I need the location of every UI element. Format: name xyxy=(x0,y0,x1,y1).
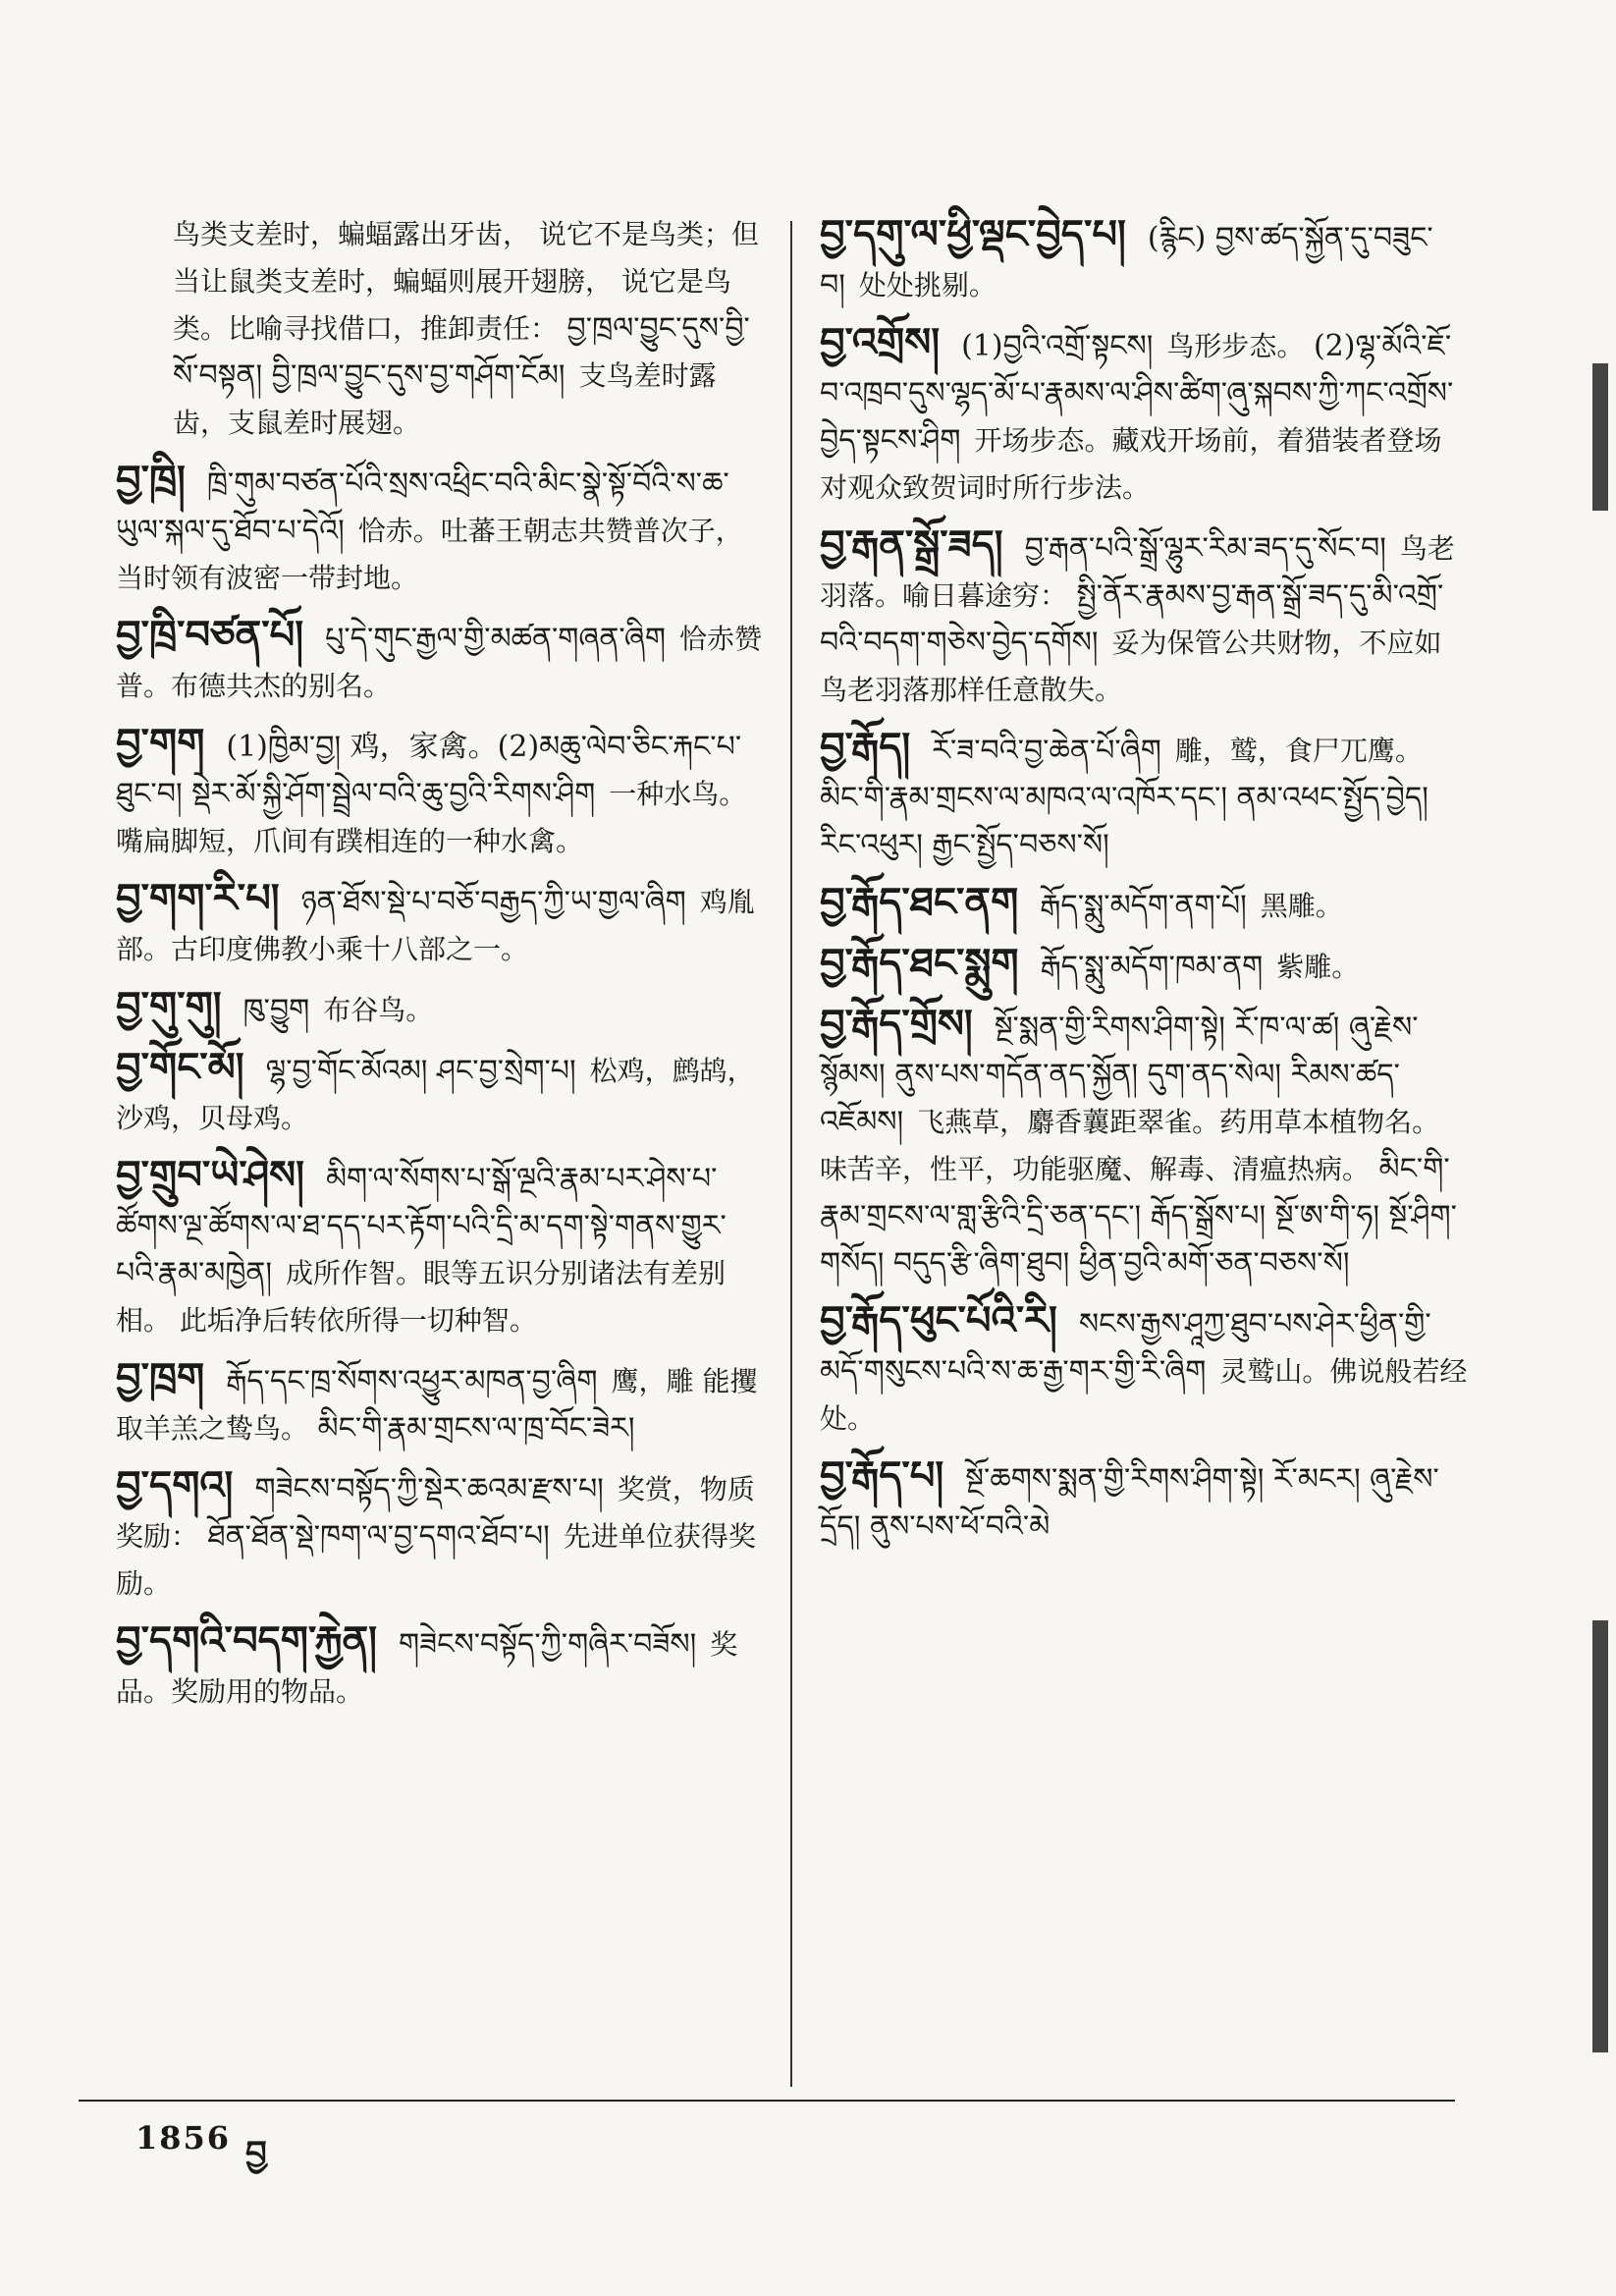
section-letter: བྱ xyxy=(245,2134,267,2173)
entry-headword: བྱ་འགྲོས། xyxy=(820,319,941,365)
chinese-example: 支鸟差时露齿，支鼠差时展翅。 xyxy=(173,359,717,439)
chinese-definition: 雕，鹫，食尸兀鹰。 xyxy=(1174,735,1423,767)
entry-headword: བྱ་དགུ་ལ་ཕྱི་ལྡང་བྱེད་པ། xyxy=(820,211,1126,257)
chinese-definition: 松鸡，鹧鸪，沙鸡，贝母鸡。 xyxy=(116,1055,755,1134)
tibetan-definition: པུ་དེ་གུང་རྒྱལ་གྱི་མཚན་གཞན་ཞིག xyxy=(325,622,666,656)
tibetan-example: མིང་གི་རྣམ་གྲངས་ལ་ཁྲ་བོང་ཟེར། xyxy=(308,1411,635,1446)
tibetan-definition: རྒོད་དང་ཁྲ་སོགས་འཕྱུར་མཁན་བྱ་ཞིག xyxy=(226,1364,598,1398)
column-divider xyxy=(790,221,792,2087)
chinese-definition: 一种水鸟。嘴扁脚短，爪间有蹼相连的一种水禽。 xyxy=(116,778,747,857)
chinese-definition: 恰赤赞普。布德共杰的别名。 xyxy=(116,623,762,702)
dictionary-entry xyxy=(820,1452,1468,1551)
entry-headword: བྱ་གག་རི་པ། xyxy=(116,875,280,921)
right-column xyxy=(820,211,1468,1560)
tibetan-definition: (1)བྱའི་འགྲོ་སྟངས། xyxy=(961,329,1154,363)
tibetan-example: མིང་གི་རྣམ་གྲངས་ལ་མཁའ་ལ་འཁོར་དང་། ནམ་འཕང་སྤྱོད་བྱེད། རིང་འཕུར། རྒྱང་སྤྱོད་བཅས་སོ། xyxy=(820,781,1428,862)
scan-edge-mark xyxy=(1592,1620,1608,2052)
tibetan-definition: མིག་ལ་སོགས་པ་སྒོ་ལྔའི་རྣམ་པར་ཤེས་པ་ཚོགས་ལྔ་ཚོགས་ལ་ཐ་དད་པར་རྟོག་པའི་དྲི་མ་དག་སྟེ་གནས་གྱུར་པའི་རྣམ་མཁྱེན། xyxy=(116,1162,727,1290)
chinese-example: 先进单位获得奖励。 xyxy=(116,1520,756,1600)
chinese-definition: 鸟老羽落。喻日暮途穷： xyxy=(820,532,1455,612)
entry-body xyxy=(820,735,1428,861)
chinese-definition: 恰赤。吐蕃王朝志共赞普次子， 当时领有波密一带封地。 xyxy=(116,515,743,594)
dictionary-entry xyxy=(116,612,764,710)
dictionary-entry xyxy=(116,875,764,973)
entry-headword: བྱ་རྒོད། xyxy=(820,724,911,770)
entry-headword: བྱ་གག xyxy=(116,720,205,766)
entry-body xyxy=(820,1011,1457,1280)
entry-body xyxy=(116,1365,757,1445)
page-number: 1856 xyxy=(135,2119,232,2157)
dictionary-entry xyxy=(116,983,764,1034)
entry-headword: བྱ་རྒོད་གྲོས། xyxy=(820,1001,973,1047)
chinese-definition: 鸟形步态。 xyxy=(1166,330,1305,362)
dictionary-entry xyxy=(116,720,764,865)
entry-body xyxy=(1041,951,1360,983)
chinese-definition: 处处挑剔。 xyxy=(858,269,997,301)
entry-body xyxy=(116,211,764,447)
tibetan-definition: གཟེངས་བསྟོད་ཀྱི་སྡེར་ཆའམ་རྫས་པ། xyxy=(254,1472,604,1506)
tibetan-example: སྤྱི་ནོར་རྣམས་བྱ་རྒན་སྒྲོ་ཟད་དུ་མི་འགྲོ་བའི་བདག་གཅེས་བྱེད་དགོས། xyxy=(820,578,1444,660)
entry-headword: བྱ་དགའ། xyxy=(116,1462,234,1508)
entry-headword: བྱ་རྒོད་ཐང་ནག xyxy=(820,879,1019,925)
entry-headword: བྱ་ཁྲག xyxy=(116,1354,205,1400)
dictionary-entry xyxy=(116,1617,764,1716)
tibetan-definition: རོ་ཟ་བའི་བྱ་ཆེན་པོ་ཞིག xyxy=(932,734,1161,768)
tibetan-definition: སྔོ་ཆགས་སྨན་གྱི་རིགས་ཤིག་སྟེ། རོ་མངར། ཞུ་རྗེས་དྲོད། ནུས་པས་ཕོ་བའི་མེ xyxy=(820,1462,1439,1544)
chinese-definition: 灵鹫山。佛说般若经处。 xyxy=(820,1355,1468,1435)
tibetan-definition: སྔོ་སྨན་གྱི་རིགས་ཤིག་སྟེ། རོ་ཁ་ལ་ཚ། ཞུ་རྗེས་སྙོམས། ནུས་པས་གདོན་ནད་སྐྱོན། དུག་ནད་སེལ། རིམས་ཚད་འཇོམས། xyxy=(820,1011,1419,1139)
dictionary-entry xyxy=(116,211,764,447)
entry-body xyxy=(116,731,746,857)
entry-body xyxy=(1040,890,1343,922)
tibetan-definition: རྒོད་སྨུ་མདོག་ཁམ་ནག xyxy=(1040,950,1264,984)
scan-edge-mark xyxy=(1592,363,1608,511)
tibetan-definition: (1)ཁྱིམ་བྱ། 鸡，家禽。(2)མཆུ་ལེབ་ཅིང་རྐང་པ་ཐུང་བ། སྡེར་མོ་སྐྱི་ཤོག་སྦྲེལ་བའི་ཆུ་བྱའི་རིགས་ཤིག xyxy=(116,730,742,811)
dictionary-entry xyxy=(116,1462,764,1608)
tibetan-definition: ཁྲི་གུམ་བཙན་པོའི་སྲས་འཕྲིང་བའི་མིང་སྣེ་སྟོ་བོའི་ས་ཆ་ཡུལ་སྐལ་དུ་ཐོབ་པ་དེའོ། xyxy=(116,466,729,548)
chinese-definition: 飞燕草，麝香蘘距翠雀。药用草本植物名。 味苦辛，性平，功能驱魔、解毒、清瘟热病。 xyxy=(820,1106,1440,1185)
dictionary-entry xyxy=(116,1044,764,1142)
entry-headword: བྱ་རྒོད་ཐང་སྨུག xyxy=(820,940,1019,986)
entry-headword: བྱ་རྒོད་ཕུང་པོའི་རི། xyxy=(820,1297,1057,1343)
chinese-definition: 鸡胤部。古印度佛教小乘十八部之一。 xyxy=(116,886,755,965)
dictionary-entry xyxy=(820,1297,1468,1443)
footer-rule xyxy=(79,2100,1455,2102)
tibetan-definition: རྒོད་སྨུ་མདོག་ནག་པོ། xyxy=(1040,889,1247,923)
dictionary-entry xyxy=(820,319,1468,512)
dictionary-entry xyxy=(820,879,1468,930)
chinese-definition: 黑雕。 xyxy=(1260,890,1343,922)
chinese-example: 开场步态。藏戏开场前，着猎装者登场对观众致贺词时所行步法。 xyxy=(820,424,1442,504)
entry-headword: བྱ་གོང་མོ། xyxy=(116,1044,244,1090)
dictionary-entry xyxy=(820,521,1468,714)
entry-body xyxy=(116,467,743,594)
tibetan-definition: ལྷ་བྱ་གོང་མོའམ། ཤང་བྱ་སྲེག་པ། xyxy=(265,1054,576,1088)
dictionary-entry xyxy=(820,940,1468,991)
dictionary-entry xyxy=(820,724,1468,869)
chinese-definition: 鹰，雕 能攫取羊羔之鸷鸟。 xyxy=(116,1365,758,1445)
chinese-definition: 紫雕。 xyxy=(1276,951,1360,983)
tibetan-definition: གཟེངས་བསྟོད་ཀྱི་གཞིར་བཟོས། xyxy=(399,1627,697,1662)
chinese-definition: 布谷鸟。 xyxy=(323,994,434,1026)
chinese-definition: 鸟类支差时，蝙蝠露出牙齿， 说它不是鸟类；但当让鼠类支差时，蝙蝠则展开翅膀， 说它是鸟类。比喻寻找借口，推卸责任： xyxy=(173,218,759,345)
entry-headword: བྱ་དགའི་བདག་རྐྱེན། xyxy=(116,1617,378,1664)
tibetan-example: ཐོན་ཐོན་སྡེ་ཁག་ལ་བྱ་དགའ་ཐོབ་པ། xyxy=(198,1519,550,1554)
entry-body xyxy=(243,994,434,1026)
entry-headword: བྱ་ཁྲི་བཙན་པོ། xyxy=(116,612,304,658)
tibetan-example: བྱ་ཁྲལ་བྱུང་དུས་བྱི་སོ་བསྟན། བྱི་ཁྲལ་བྱུང་དུས་བྱ་གཤོག་ངོམ། xyxy=(173,311,750,393)
left-column xyxy=(116,211,764,1725)
chinese-definition: 奖赏，物质奖励： xyxy=(116,1473,755,1553)
dictionary-entry xyxy=(820,1001,1468,1287)
entry-headword: བྱ་རྒན་སྒྲོ་ཟད། xyxy=(820,521,1003,568)
tibetan-example: མིང་གི་རྣམ་གྲངས་ལ་གླ་རྩིའི་དྲི་ཅན་དང་། རྒོད་སྒྲོས་པ། སྔོ་ཨ་གི་ཧ། སྔོ་ཤིག་གསོད། བདུད་རྩི་ཞིག་ཐུབ། ཕྱིན་བྱའི་མགོ་ཅན་བཅས་སོ། xyxy=(820,1152,1457,1281)
tibetan-definition: ཉན་ཐོས་སྡེ་པ་བཅོ་བརྒྱད་ཀྱི་ཡ་གྱལ་ཞིག xyxy=(300,885,686,919)
tibetan-definition: (རྙིང) བྱས་ཚད་སྐྱོན་དུ་བཟུང་བ། xyxy=(820,221,1433,302)
tibetan-definition: བྱ་རྒན་པའི་སྒྲོ་ལྷུར་རིམ་ཟད་དུ་སོང་བ། xyxy=(1024,531,1386,566)
dictionary-entry xyxy=(116,457,764,602)
tibetan-definition: ཁུ་བྱུག xyxy=(242,993,310,1027)
entry-headword: བྱ་གྲུབ་ཡེ་ཤེས། xyxy=(116,1152,304,1198)
entry-headword: བྱ་གུ་གུ། xyxy=(116,983,222,1029)
dictionary-entry xyxy=(116,1354,764,1452)
dictionary-entry xyxy=(820,211,1468,309)
entry-headword: བྱ་རྒོད་པ། xyxy=(820,1452,944,1499)
tibetan-definition: སངས་རྒྱས་ཤཱཀྱ་ཐུབ་པས་ཤེར་ཕྱིན་གྱི་མདོ་གསུངས་པའི་ས་ཆ་རྒྱ་གར་གྱི་རི་ཞིག xyxy=(820,1307,1431,1389)
chinese-definition: 成所作智。眼等五识分别诸法有差别相。 此垢净后转依所得一切种智。 xyxy=(116,1257,727,1337)
chinese-definition: 奖品。奖励用的物品。 xyxy=(116,1628,738,1708)
tibetan-example: (2)ལྷ་མོའི་ཇོ་བ་འཁྲབ་དུས་ལྷད་མོ་པ་རྣམས་ལ་ཤིས་ཚིག་ཞུ་སྐབས་ཀྱི་ཀང་འགྲོས་བྱེད་སྟངས་ཤིག xyxy=(820,329,1454,458)
entry-headword: བྱ་ཁྲི། xyxy=(116,457,186,503)
chinese-example: 妥为保管公共财物，不应如鸟老羽落那样任意散失。 xyxy=(820,627,1442,706)
dictionary-entry xyxy=(116,1152,764,1344)
